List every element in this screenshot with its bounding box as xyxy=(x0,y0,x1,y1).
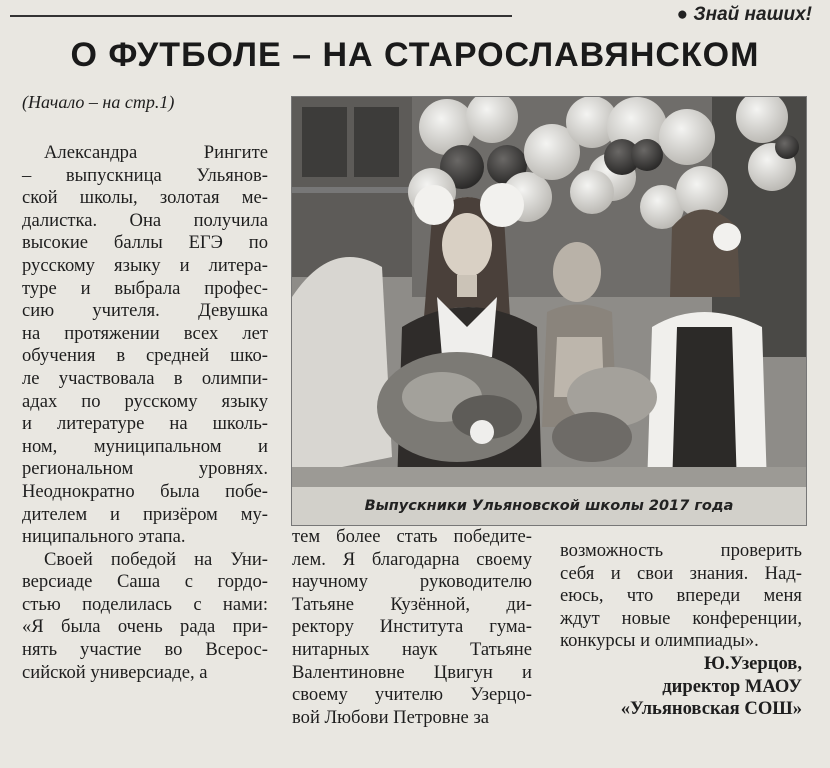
continued-note: (Начало – на стр.1) xyxy=(22,92,175,112)
text-line: на протяжении всех лет xyxy=(22,322,268,344)
text-line: туре и выбрала профес- xyxy=(22,277,268,299)
text-line: стью поделилась с нами: xyxy=(22,593,268,615)
text-column-1 xyxy=(22,142,268,684)
photo-graduates-image xyxy=(292,97,806,525)
text-line: ле участвовала в олимпи- xyxy=(22,367,268,389)
text-line: ном, муниципальном и xyxy=(22,435,268,457)
text-line: тем более стать победите- xyxy=(292,526,532,547)
text-line: адах по русскому языку xyxy=(22,390,268,412)
signature-line: Ю.Узерцов, xyxy=(703,652,802,674)
text-line: Неоднократно была побе- xyxy=(22,480,268,502)
text-line: ректору Института гума- xyxy=(292,616,532,638)
text-line: Александра Рингите xyxy=(44,142,268,163)
text-line: и литературе на школь- xyxy=(22,413,268,435)
text-column-2 xyxy=(292,526,532,729)
text-line: «Я была очень рада при- xyxy=(22,616,268,638)
text-line: ниципального этапа. xyxy=(22,526,186,548)
text-column-3 xyxy=(560,540,802,721)
text-line: конкурсы и олимпиады». xyxy=(560,630,759,652)
text-line: возможность проверить xyxy=(560,540,802,561)
text-line: Татьяне Кузённой, ди- xyxy=(292,593,532,615)
text-line: сию учителя. Девушка xyxy=(22,300,268,322)
rubric-label: ● Знай наших! xyxy=(676,4,812,25)
text-line: нитарных наук Татьяне xyxy=(292,638,532,660)
text-line: Своей победой на Уни- xyxy=(44,548,268,570)
text-line: дителем и призёром му- xyxy=(22,503,268,525)
signature-line: «Ульяновская СОШ» xyxy=(620,698,802,720)
text-line: обучения в средней шко- xyxy=(22,345,268,367)
text-line: нять участие во Всерос- xyxy=(22,639,268,661)
text-line: версиаде Саша с гордо- xyxy=(22,571,268,593)
text-line: ской школы, золотая ме- xyxy=(22,187,268,209)
text-line: научному руководителю xyxy=(292,571,532,593)
signature-line: директор МАОУ xyxy=(662,675,802,697)
text-line: региональном уровнях. xyxy=(22,458,268,480)
text-line: сийской универсиаде, а xyxy=(22,661,208,683)
photo-caption: Выпускники Ульяновской школы 2017 года xyxy=(292,487,806,525)
text-line: – выпускница Ульянов- xyxy=(22,164,268,186)
text-line: далистка. Она получила xyxy=(22,209,268,231)
text-line: Валентиновне Цвигун и xyxy=(292,661,532,683)
article-headline: О ФУТБОЛЕ – НА СТАРОСЛАВЯНСКОМ xyxy=(70,36,760,74)
text-line: лем. Я благодарна своему xyxy=(292,548,532,570)
text-line: себя и свои знания. Над- xyxy=(560,562,802,584)
text-line: русскому языку и литера- xyxy=(22,254,268,276)
text-line: еюсь, что впереди меня xyxy=(560,585,802,607)
text-line: ждут новые конференции, xyxy=(560,607,802,629)
article-photo xyxy=(291,96,807,526)
rubric-rule xyxy=(10,15,512,17)
text-line: высокие баллы ЕГЭ по xyxy=(22,232,268,254)
text-line: вой Любови Петровне за xyxy=(292,706,490,728)
text-line: своему учителю Узерцо- xyxy=(292,684,532,706)
